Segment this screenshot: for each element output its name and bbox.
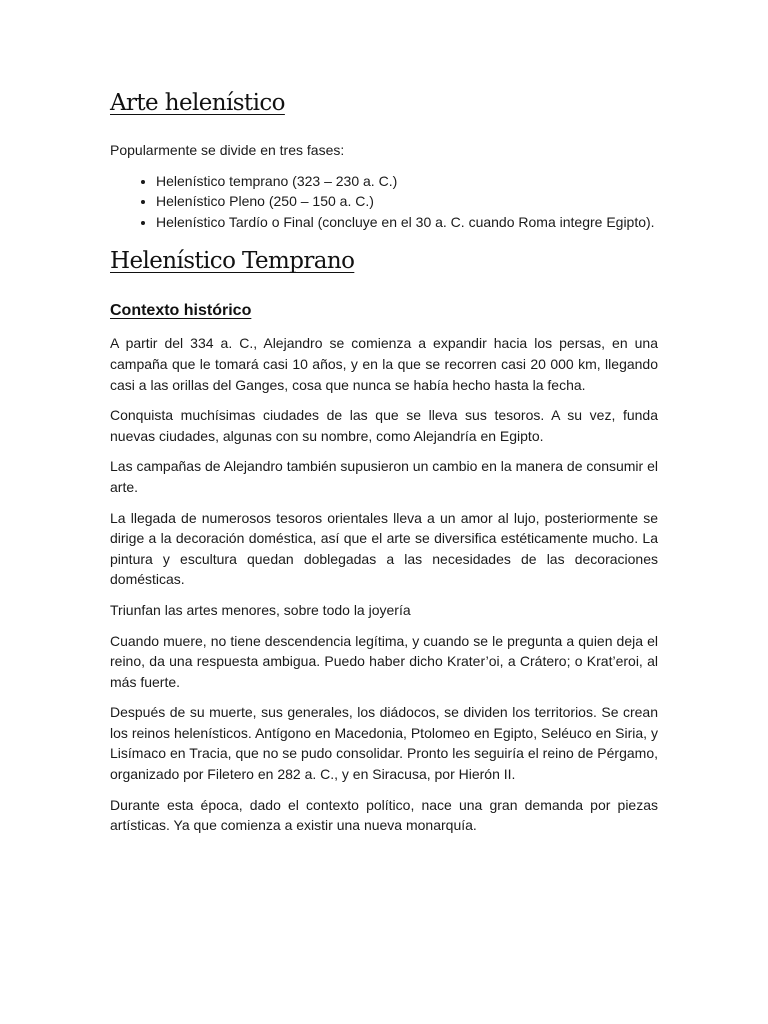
section-title: Helenístico Temprano — [110, 248, 355, 275]
paragraph: Conquista muchísimas ciudades de las que se lleva sus tesoros. A su vez, funda nuevas ciudades, algunas con su nombre, como Alejandría en Egipto. — [110, 407, 658, 444]
paragraph: Triunfan las artes menores, sobre todo la joyería — [110, 601, 411, 618]
phases-list — [110, 171, 658, 233]
document-page — [110, 86, 658, 836]
paragraph: Después de su muerte, sus generales, los diádocos, se dividen los territorios. Se crean los reinos helenísticos. Antígono en Macedonia, Ptolomeo en Egipto, Seléuco en Siria, y Lisímaco en Tracia, que no se pudo consolidar. Pronto les seguiría el reino de Pérgamo, organizado por Filetero en 282 a. C., y en Siracusa, por Hierón II. — [110, 704, 658, 783]
paragraph: Durante esta época, dado el contexto político, nace una gran demanda por piezas artísticas. Ya que comienza a existir una nueva monarquía. — [110, 796, 658, 834]
list-item: • Helenístico Tardío o Final (concluye en el 30 a. C. cuando Roma integre Egipto). — [156, 212, 658, 233]
paragraph: Las campañas de Alejandro también supusieron un cambio en la manera de consumir el arte. — [110, 458, 658, 495]
paragraph: Cuando muere, no tiene descendencia legítima, y cuando se le pregunta a quien deja el reino, da una respuesta ambigua. Puedo haber dicho Krater’oi, a Crátero; o Krat’eroi, al más fuerte. — [110, 632, 658, 690]
list-item: • Helenístico Pleno (250 – 150 a. C.) — [156, 191, 658, 212]
list-item: • Helenístico temprano (323 – 230 a. C.) — [156, 171, 658, 192]
intro-text: Popularmente se divide en tres fases: — [110, 142, 345, 158]
subsection-title: Contexto histórico — [110, 302, 252, 320]
document-title: Arte helenístico — [110, 90, 285, 116]
paragraph: La llegada de numerosos tesoros orientales lleva a un amor al lujo, posteriormente se dirige a la decoración doméstica, así que el arte se diversifica estéticamente mucho. La pintura y escultura quedan doblegadas a las necesidades de las decoraciones domésticas. — [110, 509, 658, 588]
paragraph: A partir del 334 a. C., Alejandro se comienza a expandir hacia los persas, en una campaña que le tomará casi 10 años, y en la que se recorren casi 20 000 km, llegando casi a las orillas del Ganges, cosa que nunca se había hecho hasta la fecha. — [110, 335, 658, 393]
